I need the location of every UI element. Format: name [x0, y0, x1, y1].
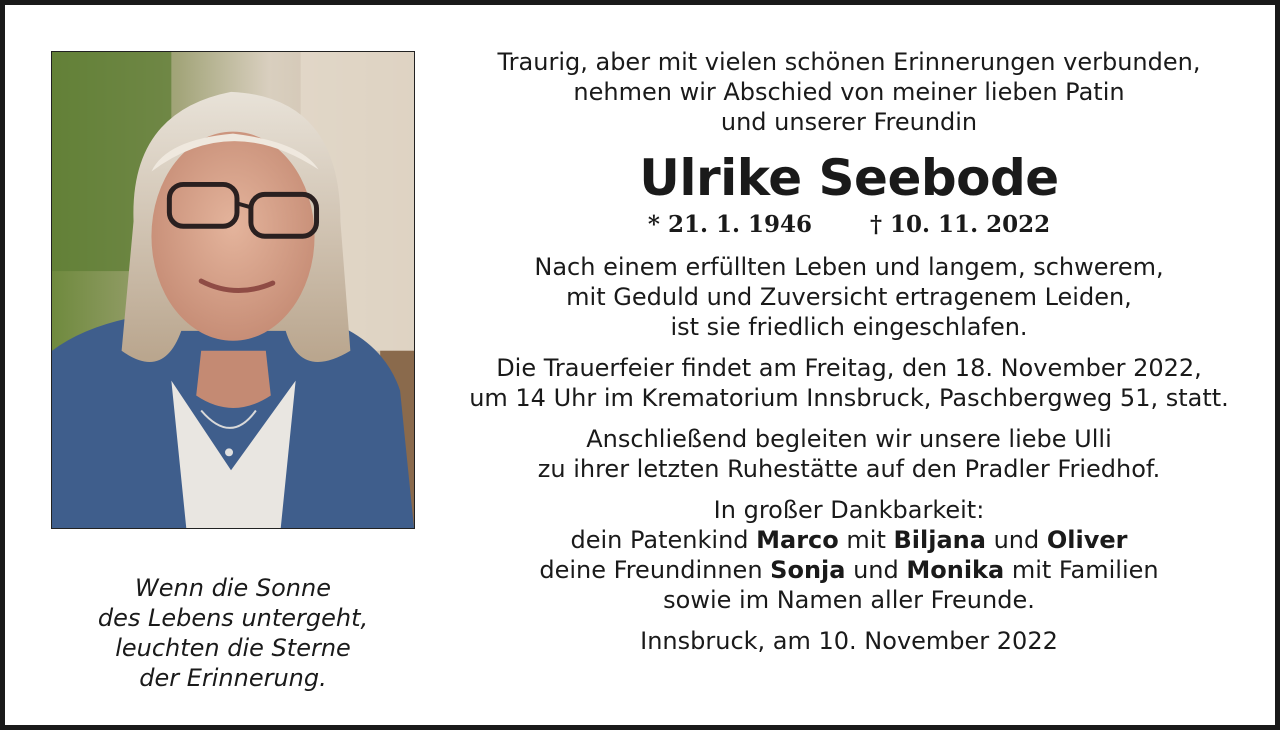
text-fragment: dein Patenkind	[570, 526, 757, 554]
place-and-date: Innsbruck, am 10. November 2022	[640, 627, 1058, 655]
ceremony-line: um 14 Uhr im Krematorium Innsbruck, Paschbergweg 51, statt.	[469, 384, 1229, 412]
passing-line: Nach einem erfüllten Leben und langem, schwerem,	[534, 253, 1164, 281]
text-fragment: mit Familien	[1004, 556, 1159, 584]
quote-line: Wenn die Sonne	[135, 574, 331, 602]
mourner-name: Sonja	[770, 556, 846, 584]
portrait-illustration	[52, 52, 414, 528]
birth-date: * 21. 1. 1946	[647, 211, 812, 238]
intro-paragraph	[445, 47, 1253, 137]
ceremony-line: Die Trauerfeier findet am Freitag, den 18. November 2022,	[496, 354, 1202, 382]
mourners-paragraph	[445, 495, 1253, 615]
text-fragment: und	[985, 526, 1047, 554]
mourners-line-others: sowie im Namen aller Freunde.	[663, 586, 1035, 614]
portrait-photo	[51, 51, 415, 529]
ceremony-paragraph	[445, 353, 1253, 413]
burial-paragraph	[445, 424, 1253, 484]
intro-line: nehmen wir Abschied von meiner lieben Patin	[573, 78, 1125, 106]
passing-line: mit Geduld und Zuversicht ertragenem Leiden,	[566, 283, 1132, 311]
burial-line: zu ihrer letzten Ruhestätte auf den Pradler Friedhof.	[537, 455, 1161, 483]
burial-line: Anschließend begleiten wir unsere liebe Ulli	[586, 425, 1112, 453]
life-dates	[445, 210, 1253, 240]
memorial-quote	[51, 573, 415, 693]
text-fragment: deine Freundinnen	[539, 556, 771, 584]
intro-line: Traurig, aber mit vielen schönen Erinnerungen verbunden,	[497, 48, 1201, 76]
mourners-line-friends	[445, 555, 1253, 585]
mourner-name: Biljana	[893, 526, 986, 554]
death-date: † 10. 11. 2022	[870, 211, 1051, 238]
quote-line: der Erinnerung.	[139, 664, 327, 692]
mourner-name: Marco	[756, 526, 839, 554]
mourners-line-godchild	[445, 525, 1253, 555]
passing-paragraph	[445, 252, 1253, 342]
quote-line: des Lebens untergeht,	[97, 604, 369, 632]
text-fragment: mit	[838, 526, 894, 554]
deceased-name: Ulrike Seebode	[639, 149, 1059, 207]
text-fragment: und	[845, 556, 907, 584]
quote-line: leuchten die Sterne	[115, 634, 351, 662]
intro-line: und unserer Freundin	[720, 108, 978, 136]
passing-line: ist sie friedlich eingeschlafen.	[670, 313, 1028, 341]
mourners-heading: In großer Dankbarkeit:	[713, 496, 985, 524]
mourner-name: Oliver	[1046, 526, 1128, 554]
notice-text	[445, 47, 1253, 656]
mourner-name: Monika	[906, 556, 1005, 584]
